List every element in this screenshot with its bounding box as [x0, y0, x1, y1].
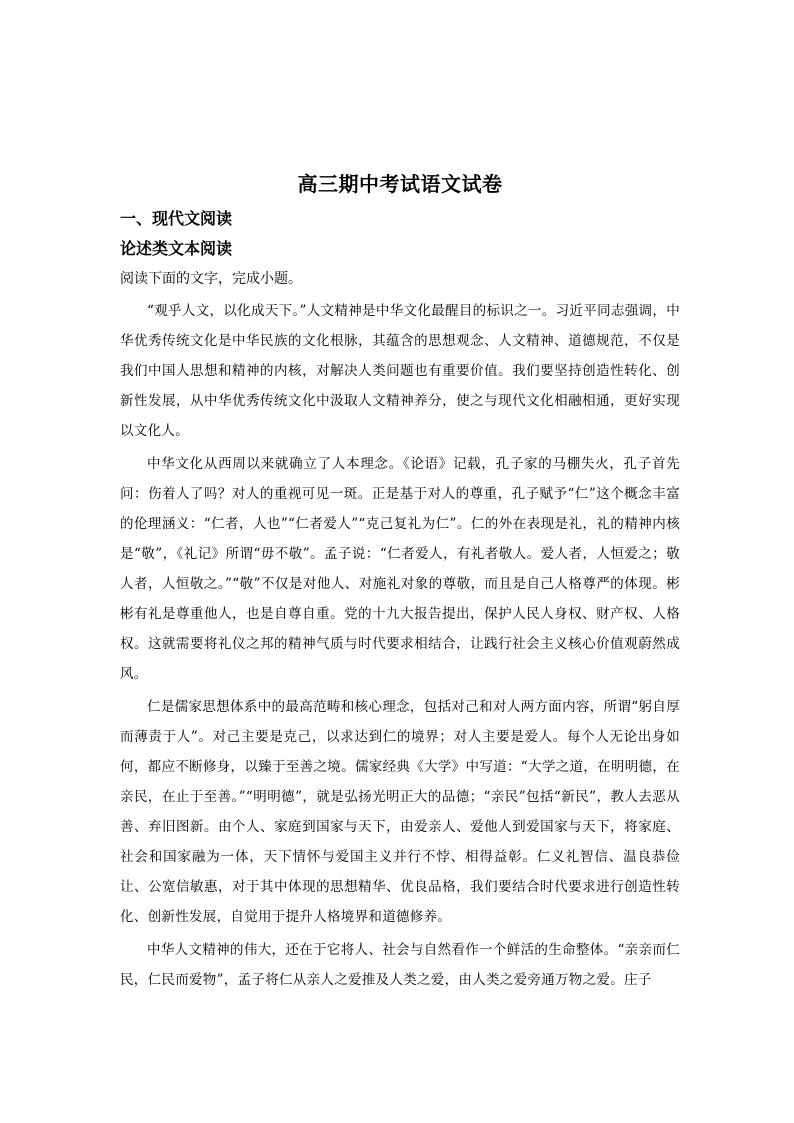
paragraph: 仁是儒家思想体系中的最高范畴和核心理念，包括对己和对人两方面内容，所谓“躬自厚而薄责于人”。对己主要是克己，以求达到仁的境界；对人主要是爱人。每个人无论出身如何，都应不断修身，以臻于至善之境。儒家经典《大学》中写道：“大学之道，在明明德，在亲民，在止于至善。”“明明德”，就是弘扬光明正大的品德；“亲民”包括“新民”，教人去恶从善、弃旧图新。由个人、家庭到国家与天下，由爱亲人、爱他人到爱国家与天下，将家庭、社会和国家融为一体，天下情怀与爱国主义并行不悖、相得益彰。仁义礼智信、温良恭俭让、公宽信敏惠，对于其中体现的思想精华、优良品格，我们要结合时代要求进行创造性转化、创新性发展，自觉用于提升人格境界和道德修养。	[120, 699, 680, 925]
paragraph: “观乎人文，以化成天下。”人文精神是中华文化最醒目的标识之一。习近平同志强调，中华优秀传统文化是中华民族的文化根脉，其蕴含的思想观念、人文精神、道德规范，不仅是我们中国人思想和精神的内核，对解决人类问题也有重要价值。我们要坚持创造性转化、创新性发展，从中华优秀传统文化中汲取人文精神养分，使之与现代文化相融相通，更好实现以文化人。	[120, 303, 680, 439]
paragraph: 中华人文精神的伟大，还在于它将人、社会与自然看作一个鲜活的生命整体。“亲亲而仁民，仁民而爱物”，孟子将仁从亲人之爱推及人类之爱，由人类之爱旁通万物之爱。庄子	[120, 942, 680, 988]
section-heading: 一、现代文阅读	[120, 209, 233, 228]
sub-heading: 论述类文本阅读	[120, 239, 233, 258]
instruction-text: 阅读下面的文字，完成小题。	[120, 271, 302, 287]
paragraph: 中华文化从西周以来就确立了人本理念。《论语》记载，孔子家的马棚失火，孔子首先问：伤着人了吗？对人的重视可见一斑。正是基于对人的尊重，孔子赋予“仁”这个概念丰富的伦理涵义：“仁者，人也”“仁者爱人”“克己复礼为仁”。仁的外在表现是礼，礼的精神内核是“敬”，《礼记》所谓“毋不敬”。孟子说：“仁者爱人，有礼者敬人。爱人者，人恒爱之；敬人者，人恒敬之。”“敬”不仅是对他人、对施礼对象的尊敬，而且是自己人格尊严的体现。彬彬有礼是尊重他人，也是自尊自重。党的十九大报告提出，保护人民人身权、财产权、人格权。这就需要将礼仪之邦的精神气质与时代要求相结合，让践行社会主义核心价值观蔚然成风。	[120, 456, 680, 682]
document-title: 高三期中考试语文试卷	[297, 172, 503, 196]
reading-passage	[120, 296, 680, 998]
